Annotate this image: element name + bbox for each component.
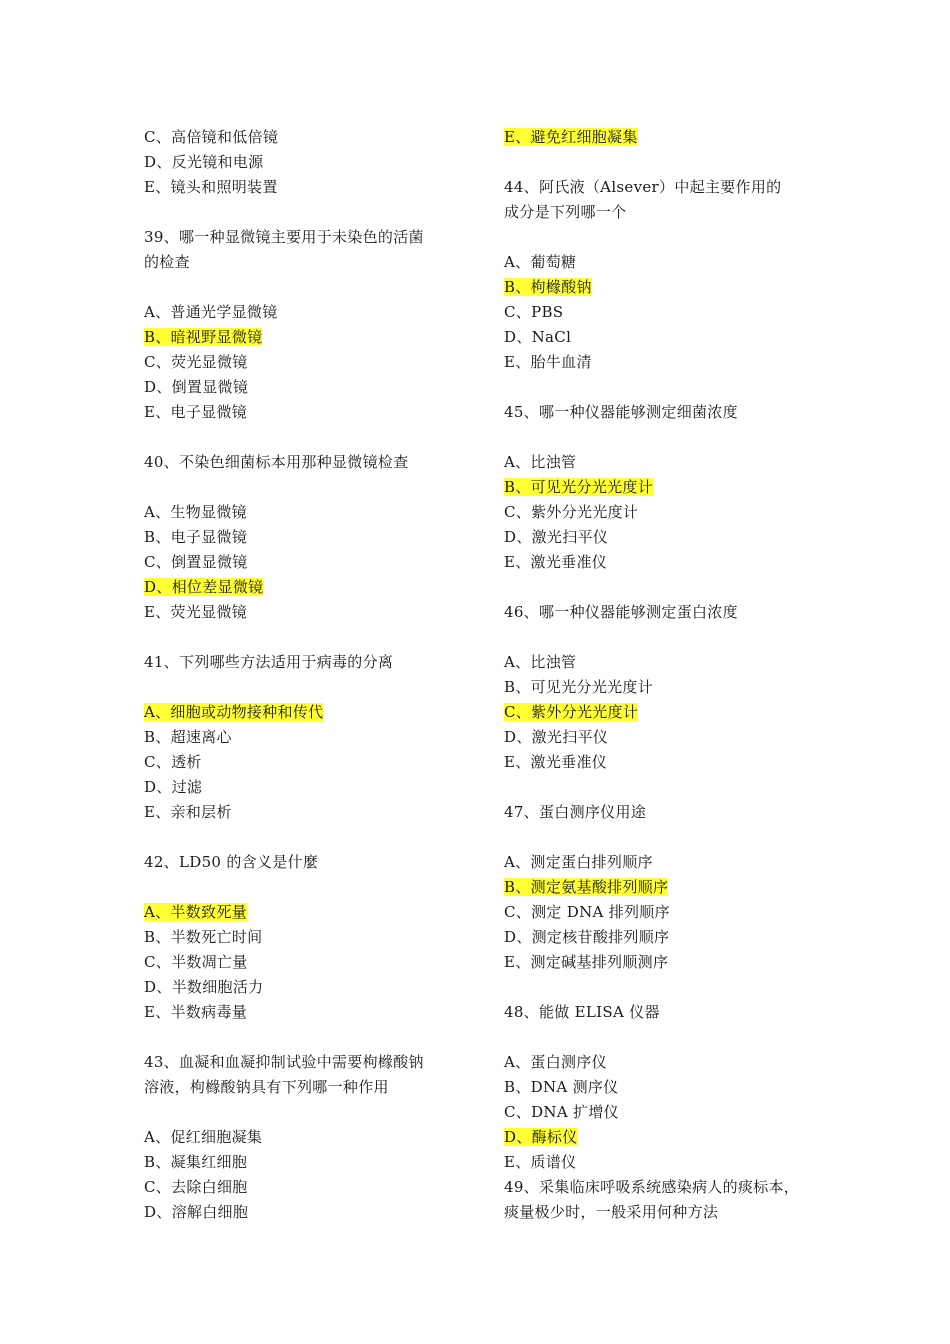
text-line	[504, 1150, 824, 1175]
text-line	[504, 1075, 824, 1100]
blank-line	[144, 825, 464, 850]
line-text: D、反光镜和电源	[144, 153, 264, 171]
highlighted-answer: D、相位差显微镜	[144, 578, 264, 596]
line-text: E、亲和层析	[144, 803, 232, 821]
text-line	[504, 1125, 824, 1150]
text-line	[144, 900, 464, 925]
text-line	[504, 1200, 824, 1225]
text-line	[504, 650, 824, 675]
blank-line	[144, 275, 464, 300]
text-line	[504, 1050, 824, 1075]
line-text: A、比浊管	[504, 453, 577, 471]
blank-line	[144, 625, 464, 650]
text-line	[144, 600, 464, 625]
line-text: 的检查	[144, 253, 190, 271]
line-text: A、测定蛋白排列顺序	[504, 853, 653, 871]
text-line	[144, 950, 464, 975]
line-text: C、荧光显微镜	[144, 353, 248, 371]
text-line	[504, 300, 824, 325]
text-line	[504, 600, 824, 625]
text-line	[504, 850, 824, 875]
text-line	[144, 525, 464, 550]
text-line	[144, 975, 464, 1000]
line-text: 痰量极少时，一般采用何种方法	[504, 1203, 719, 1221]
line-text: E、镜头和照明装置	[144, 178, 278, 196]
line-text: A、促红细胞凝集	[144, 1128, 263, 1146]
line-text: E、质谱仪	[504, 1153, 577, 1171]
blank-line	[504, 425, 824, 450]
line-text: 44、阿氏液（Alsever）中起主要作用的	[504, 178, 782, 196]
line-text: A、比浊管	[504, 653, 577, 671]
blank-line	[504, 975, 824, 1000]
text-line	[144, 700, 464, 725]
line-text: D、过滤	[144, 778, 203, 796]
line-text: C、测定 DNA 排列顺序	[504, 903, 670, 921]
line-text: A、蛋白测序仪	[504, 1053, 607, 1071]
blank-line	[144, 1100, 464, 1125]
blank-line	[144, 675, 464, 700]
blank-line	[144, 1025, 464, 1050]
line-text: A、葡萄糖	[504, 253, 577, 271]
text-line	[504, 900, 824, 925]
text-line	[504, 750, 824, 775]
line-text: 42、LD50 的含义是什麼	[144, 853, 319, 871]
text-line	[144, 300, 464, 325]
line-text: A、生物显微镜	[144, 503, 247, 521]
text-line	[144, 850, 464, 875]
line-text: B、可见光分光光度计	[504, 678, 654, 696]
line-text: D、溶解白细胞	[144, 1203, 249, 1221]
line-text: C、倒置显微镜	[144, 553, 248, 571]
line-text: 43、血凝和血凝抑制试验中需要枸橼酸钠	[144, 1053, 424, 1071]
text-line	[504, 275, 824, 300]
text-line	[504, 1100, 824, 1125]
text-line	[144, 350, 464, 375]
line-text: D、激光扫平仪	[504, 528, 609, 546]
highlighted-answer: D、酶标仪	[504, 1128, 578, 1146]
line-text: C、去除白细胞	[144, 1178, 248, 1196]
text-line	[144, 225, 464, 250]
line-text: E、激光垂准仪	[504, 753, 608, 771]
highlighted-answer: C、紫外分光光度计	[504, 703, 639, 721]
text-line	[504, 525, 824, 550]
line-text: E、电子显微镜	[144, 403, 248, 421]
highlighted-answer: B、枸橼酸钠	[504, 278, 592, 296]
blank-line	[504, 625, 824, 650]
text-line	[144, 125, 464, 150]
text-line	[504, 400, 824, 425]
line-text: C、透析	[144, 753, 202, 771]
text-line	[504, 250, 824, 275]
blank-line	[504, 150, 824, 175]
text-line	[144, 800, 464, 825]
text-line	[144, 150, 464, 175]
line-text: C、PBS	[504, 303, 564, 321]
highlighted-answer: A、半数致死量	[144, 903, 247, 921]
line-text: 成分是下列哪一个	[504, 203, 627, 221]
text-line	[144, 1200, 464, 1225]
text-line	[504, 950, 824, 975]
text-line	[144, 575, 464, 600]
line-text: C、DNA 扩增仪	[504, 1103, 619, 1121]
line-text: 41、下列哪些方法适用于病毒的分离	[144, 653, 394, 671]
text-line	[504, 800, 824, 825]
line-text: B、凝集红细胞	[144, 1153, 248, 1171]
blank-line	[504, 775, 824, 800]
line-text: B、DNA 测序仪	[504, 1078, 619, 1096]
highlighted-answer: E、避免红细胞凝集	[504, 128, 638, 146]
text-line	[504, 325, 824, 350]
line-text: 39、哪一种显微镜主要用于未染色的活菌	[144, 228, 424, 246]
line-text: 48、能做 ELISA 仪器	[504, 1003, 660, 1021]
line-text: 49、采集临床呼吸系统感染病人的痰标本，	[504, 1178, 800, 1196]
blank-line	[504, 1025, 824, 1050]
right-column	[504, 125, 824, 1225]
text-line	[144, 925, 464, 950]
line-text: 45、哪一种仪器能够测定细菌浓度	[504, 403, 738, 421]
text-line	[504, 725, 824, 750]
text-line	[504, 500, 824, 525]
line-text: D、半数细胞活力	[144, 978, 264, 996]
text-line	[504, 700, 824, 725]
blank-line	[144, 875, 464, 900]
text-line	[144, 1050, 464, 1075]
text-line	[504, 450, 824, 475]
text-line	[144, 650, 464, 675]
text-line	[504, 175, 824, 200]
blank-line	[144, 425, 464, 450]
text-line	[504, 350, 824, 375]
text-line	[504, 875, 824, 900]
text-line	[144, 725, 464, 750]
line-text: D、测定核苷酸排列顺序	[504, 928, 670, 946]
line-text: D、激光扫平仪	[504, 728, 609, 746]
text-line	[144, 1075, 464, 1100]
line-text: 47、蛋白测序仪用途	[504, 803, 647, 821]
text-line	[144, 1000, 464, 1025]
line-text: C、半数凋亡量	[144, 953, 248, 971]
text-line	[144, 175, 464, 200]
line-text: E、测定碱基排列顺测序	[504, 953, 669, 971]
highlighted-answer: A、细胞或动物接种和传代	[144, 703, 324, 721]
line-text: D、NaCl	[504, 328, 572, 346]
blank-line	[504, 575, 824, 600]
line-text: E、激光垂准仪	[504, 553, 608, 571]
line-text: C、高倍镜和低倍镜	[144, 128, 279, 146]
text-line	[144, 1125, 464, 1150]
text-line	[144, 450, 464, 475]
left-column	[144, 125, 464, 1225]
text-line	[504, 925, 824, 950]
highlighted-answer: B、可见光分光光度计	[504, 478, 654, 496]
highlighted-answer: B、测定氨基酸排列顺序	[504, 878, 669, 896]
blank-line	[504, 825, 824, 850]
text-line	[144, 1175, 464, 1200]
line-text: E、荧光显微镜	[144, 603, 248, 621]
line-text: 溶液，枸橼酸钠具有下列哪一种作用	[144, 1078, 389, 1096]
line-text: D、倒置显微镜	[144, 378, 249, 396]
text-line	[504, 1000, 824, 1025]
text-line	[504, 475, 824, 500]
blank-line	[504, 225, 824, 250]
line-text: 46、哪一种仪器能够测定蛋白浓度	[504, 603, 738, 621]
text-line	[504, 200, 824, 225]
text-line	[504, 675, 824, 700]
line-text: 40、不染色细菌标本用那种显微镜检查	[144, 453, 409, 471]
text-line	[144, 750, 464, 775]
line-text: A、普通光学显微镜	[144, 303, 278, 321]
blank-line	[144, 475, 464, 500]
blank-line	[144, 200, 464, 225]
text-line	[144, 325, 464, 350]
text-line	[144, 550, 464, 575]
text-line	[144, 250, 464, 275]
text-line	[144, 775, 464, 800]
line-text: B、电子显微镜	[144, 528, 248, 546]
line-text: B、半数死亡时间	[144, 928, 263, 946]
text-line	[144, 500, 464, 525]
line-text: E、半数病毒量	[144, 1003, 248, 1021]
text-line	[504, 125, 824, 150]
text-line	[144, 400, 464, 425]
line-text: E、胎牛血清	[504, 353, 592, 371]
line-text: C、紫外分光光度计	[504, 503, 639, 521]
highlighted-answer: B、暗视野显微镜	[144, 328, 263, 346]
text-line	[144, 1150, 464, 1175]
text-line	[144, 375, 464, 400]
text-line	[504, 550, 824, 575]
text-line	[504, 1175, 824, 1200]
blank-line	[504, 375, 824, 400]
line-text: B、超速离心	[144, 728, 232, 746]
